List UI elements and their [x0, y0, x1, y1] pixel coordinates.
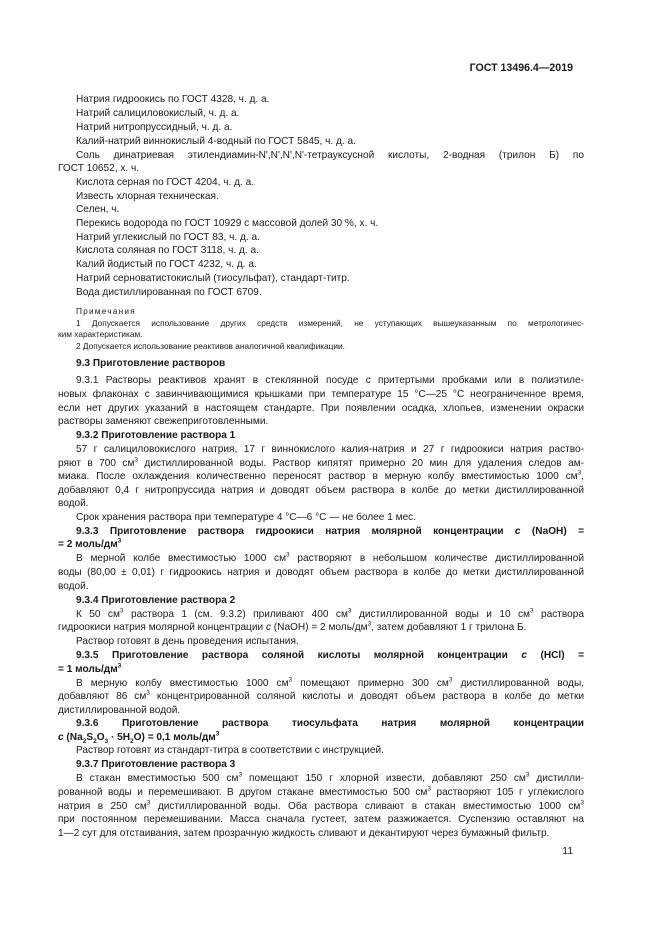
paragraph-line: рованной воды и перемешивают. В другом стакане вместимостью 500 $см^3$ растворяют 105 г углекислого	[58, 785, 584, 799]
paragraph-line: добавляют 0,4 г нитропруссида натрия и доводят объем раствора в колбе до метки дистиллированной	[58, 484, 584, 496]
list-item: Натрий углекислый по ГОСТ 83, ч. д. а.	[76, 232, 260, 244]
list-item: Перекись водорода по ГОСТ 10929 с массовой долей 30 %, х. ч.	[76, 218, 379, 230]
paragraph-line: новых флаконах с завинчивающимися крышками при температуре 15 °C—25 °C неограниченное время,	[58, 388, 584, 400]
list-item: Соль динатриевая этилендиамин-N',N',N',N'-тетрауксусной кислоты, 2-водная (трилон Б) по	[76, 149, 584, 161]
paragraph-line: дистиллированной водой.	[58, 704, 181, 716]
paragraph-line: Раствор готовят в день проведения испытания.	[76, 635, 299, 647]
paragraph-line: растворы заменяют свежеприготовленными.	[58, 415, 269, 427]
paragraph-line: добавляют 86 $см^3$ концентрированной соляной кислоты и доводят объем раствора в колбе до метки	[58, 689, 584, 702]
paragraph-line: водой.	[58, 498, 89, 510]
paragraph-line: гидроокиси натрия молярной концентрации c (NaOH) = 2 моль/$дм^3$, затем добавляют 1 г трилона Б.	[58, 620, 527, 633]
list-item: Кислота соляная по ГОСТ 3118, ч. д. а.	[76, 245, 259, 257]
note-2: 2 Допускается использование реактивов аналогичной квалификации.	[76, 341, 345, 352]
section-heading-9-3-5: 9.3.5 Приготовление раствора соляной кислоты молярной концентрации c (HCl) =	[76, 649, 584, 661]
section-heading-9-3-6-cont: c $(Na_2S_2O_3 \cdot 5H_2O) = 0,1$ моль/$дм^3$	[58, 730, 220, 746]
paragraph-line: если нет других указаний в настоящем стандарте. При появлении осадка, хлопьев, изменении окраски	[58, 402, 584, 414]
paragraph-line: 57 г салициловокислого натрия, 17 г виннокислого калия-натрия и 27 г гидроокиси натрия раство-	[76, 443, 584, 455]
notes-title: Примечания	[76, 305, 136, 316]
list-item: Калий-натрий виннокислый 4-водный по ГОСТ 5845, ч. д. а.	[76, 135, 356, 147]
section-heading-9-3-3: 9.3.3 Приготовление раствора гидроокиси натрия молярной концентрации c (NaOH) =	[76, 526, 584, 538]
list-item: Натрия гидроокись по ГОСТ 4328, ч. д. а.	[76, 94, 270, 105]
section-heading-9-3-7: 9.3.7 Приготовление раствора 3	[76, 759, 236, 771]
paragraph-line: 9.3.1 Растворы реактивов хранят в стеклянной посуде с притертыми пробками или в полиэтиле-	[76, 374, 584, 386]
list-item: Натрий нитропруссидный, ч. д. а.	[76, 121, 233, 133]
paragraph-line: В мерной колбе вместимостью 1000 $см^3$ растворяют в небольшом количестве дистиллированной	[76, 551, 584, 565]
list-item: Натрий салициловокислый, ч. д. а.	[76, 107, 240, 119]
paragraph-line: натрия в 250 $см^3$ дистиллированной воды. Оба раствора сливают в стакан вместимостью 1000 $см^3$	[58, 799, 584, 812]
section-heading-9-3-4: 9.3.4 Приготовление раствора 2	[76, 594, 236, 606]
section-heading-9-3: 9.3 Приготовление растворов	[76, 357, 226, 369]
list-item: Известь хлорная техническая.	[76, 190, 219, 202]
paragraph-line: 1—2 сут для отстаивания, затем прозрачную жидкость сливают и декантируют через бумажный фильтр.	[58, 828, 550, 839]
paragraph-line: В мерную колбу вместимостью 1000 $см^3$ помещают примерно 300 $см^3$ дистиллированной воды,	[76, 676, 585, 689]
paragraph-line: водой.	[58, 581, 89, 592]
paragraph-line: воды (80,00 ± 0,01) г гидроокись натрия и доводят объем раствора в колбе до метки дистиллированной	[58, 567, 584, 579]
list-item: Калий йодистый по ГОСТ 4232, ч. д. а.	[76, 259, 257, 271]
paragraph-line: К 50 $см^3$ раствора 1 (см. 9.3.2) приливают 400 $см^3$ дистиллированной воды и 10 $см^3$ раствора	[76, 607, 585, 620]
section-heading-9-3-2: 9.3.2 Приготовление раствора 1	[76, 429, 236, 441]
list-item: Натрий серноватистокислый (тиосульфат), стандарт-титр.	[76, 273, 350, 285]
section-heading-9-3-5-cont: = 1 моль/$дм^3$	[58, 662, 122, 675]
document-id: ГОСТ 13496.4—2019	[469, 62, 573, 74]
paragraph-line: ряют в 700 $см^3$ дистиллированной воды. Раствор кипятят примерно 20 мин для удаления следов ам-	[58, 456, 584, 469]
note-1: 1 Допускается использование других средств измерений, не уступающих вышеуказанным по метрологичес-	[76, 317, 584, 328]
list-item: ГОСТ 10652, х. ч.	[58, 162, 140, 174]
page-number: 11	[562, 846, 573, 857]
paragraph-line: при постоянном перемешивании. Масса сначала густеет, затем разжижается. Суспензию оставляют на	[58, 814, 584, 826]
list-item: Кислота серная по ГОСТ 4204, ч. д. а.	[76, 176, 255, 188]
list-item: Вода дистиллированная по ГОСТ 6709.	[76, 287, 262, 299]
paragraph-line: Срок хранения раствора при температуре 4 °C—6 °C — не более 1 мес.	[76, 512, 417, 524]
section-heading-9-3-3-cont: = 2 моль/$дм^3$	[58, 537, 122, 551]
paragraph-line: миака. После охлаждения количественно переносят раствор в мерную колбу вместимостью 1000 $см^3$,	[58, 469, 584, 482]
section-heading-9-3-6: 9.3.6 Приготовление раствора тиосульфата натрия молярной концентрации	[76, 718, 584, 730]
paragraph-line: В стакан вместимостью 500 $см^3$ помещают 150 г хлорной извести, добавляют 250 $см^3$ дистилли-	[76, 771, 585, 785]
note-1-cont: ким характеристикам.	[58, 328, 143, 339]
list-item: Селен, ч.	[76, 204, 120, 216]
paragraph-9-3-6: Раствор готовят из стандарт-титра в соответствии с инструкцией.	[76, 745, 384, 757]
